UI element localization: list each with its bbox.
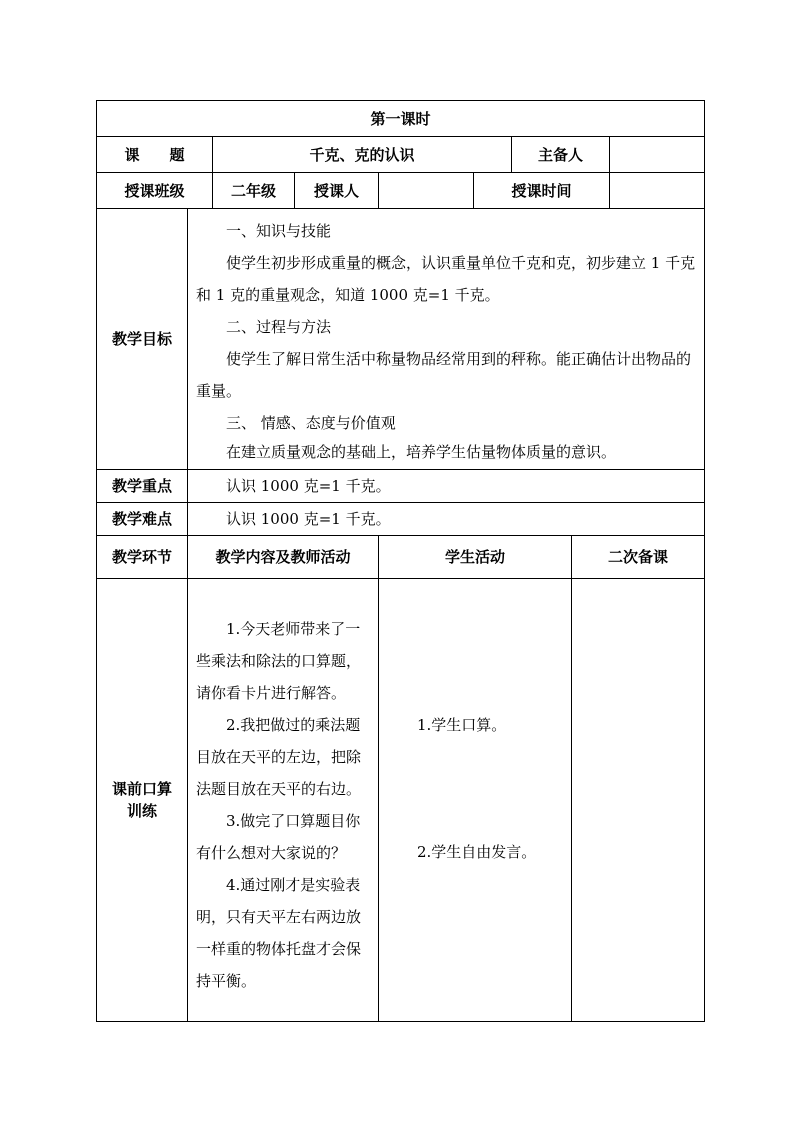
key-point-row: [97, 470, 705, 503]
warmup-stage: [97, 579, 188, 1022]
key-point-value: 认识 1000 克=1 千克。: [188, 470, 705, 503]
difficulty-value: 认识 1000 克=1 千克。: [188, 503, 705, 536]
lesson-title: 第一课时: [97, 101, 705, 137]
column-header-row: [97, 536, 705, 579]
warmup-row: [97, 579, 705, 1022]
warmup-teacher-content: [188, 579, 379, 1022]
objectives-label: 教学目标: [97, 209, 188, 470]
student-header: 学生活动: [379, 536, 572, 579]
time-label: 授课时间: [474, 173, 610, 209]
objectives-row: [97, 209, 705, 470]
preparer-label: 主备人: [512, 137, 610, 173]
teacher-label: 授课人: [295, 173, 379, 209]
class-value: 二年级: [213, 173, 295, 209]
warmup-student-content: [379, 579, 572, 1022]
objective-heading-3: 三、 情感、态度与价值观: [226, 414, 396, 432]
key-point-label: 教学重点: [97, 470, 188, 503]
student-step-1: 1.学生口算。: [417, 716, 507, 734]
topic-value: 千克、克的认识: [213, 137, 512, 173]
topic-row: [97, 137, 705, 173]
teacher-step-1: 1.今天老师带来了一些乘法和除法的口算题，请你看卡片进行解答。: [196, 620, 362, 702]
topic-label: 课 题: [97, 137, 213, 173]
class-row: [97, 173, 705, 209]
stage-header: 教学环节: [97, 536, 188, 579]
preparer-value: [610, 137, 705, 173]
objective-text-2: 使学生了解日常生活中称量物品经常用到的秤称。能正确估计出物品的重量。: [196, 350, 692, 400]
teacher-step-2: 2.我把做过的乘法题目放在天平的左边，把除法题目放在天平的右边。: [196, 716, 362, 798]
student-step-2: 2.学生自由发言。: [417, 843, 537, 861]
objective-text-3: 在建立质量观念的基础上，培养学生估量物体质量的意识。: [226, 443, 617, 461]
objective-heading-1: 一、知识与技能: [226, 222, 332, 240]
teacher-value: [379, 173, 474, 209]
difficulty-row: [97, 503, 705, 536]
objectives-content: [188, 209, 705, 470]
second-prep-header: 二次备课: [572, 536, 705, 579]
teacher-step-4: 4.通过刚才是实验表明，只有天平左右两边放一样重的物体托盘才会保持平衡。: [196, 876, 362, 990]
time-value: [610, 173, 705, 209]
lesson-plan-table: [96, 100, 705, 1022]
content-header: 教学内容及教师活动: [188, 536, 379, 579]
warmup-stage-label: 课前口算训练: [111, 780, 172, 820]
class-label: 授课班级: [97, 173, 213, 209]
objective-text-1: 使学生初步形成重量的概念，认识重量单位千克和克，初步建立 1 千克和 1 克的重量观念，知道 1000 克=1 千克。: [196, 254, 696, 304]
title-row: [97, 101, 705, 137]
difficulty-label: 教学难点: [97, 503, 188, 536]
warmup-second-prep: [572, 579, 705, 1022]
teacher-step-3: 3.做完了口算题目你有什么想对大家说的？: [196, 812, 361, 862]
objective-heading-2: 二、过程与方法: [226, 318, 332, 336]
